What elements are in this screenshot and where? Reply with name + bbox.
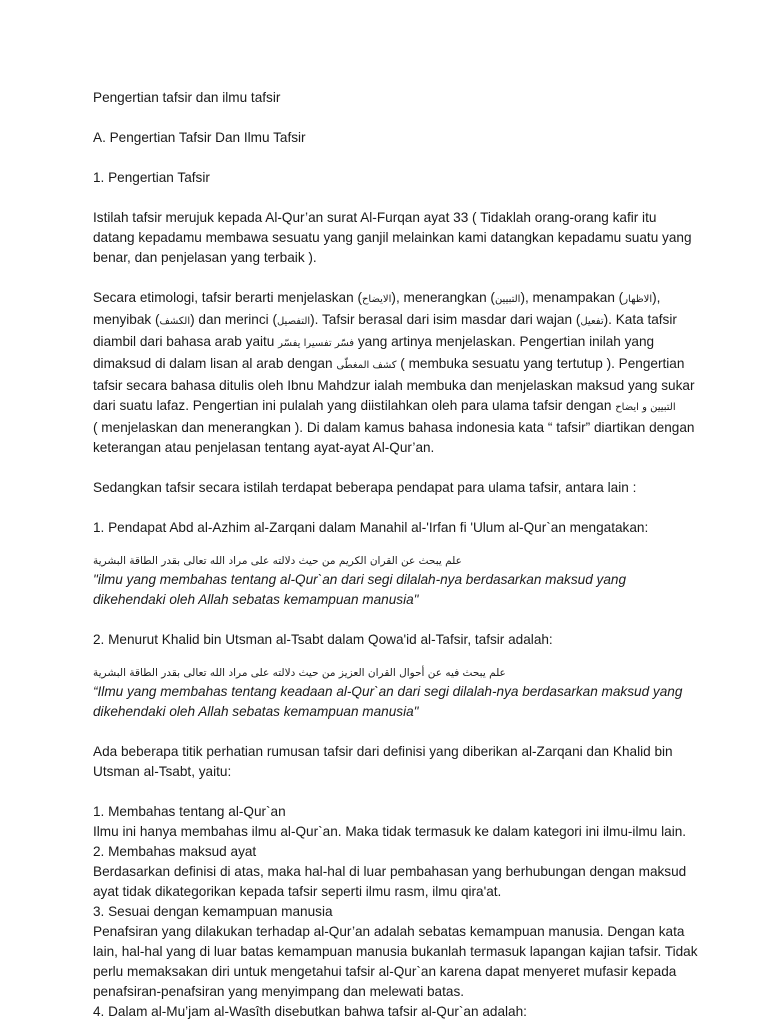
arabic-term: كشف المغطّى: [336, 360, 397, 371]
point-1-translation: [93, 570, 708, 610]
point-1-heading: 1. Pendapat Abd al-Azhim al-Zarqani dalam Manahil al-'Irfan fi 'Ulum al-Qur`an mengatakan:: [93, 520, 649, 535]
arabic-term: الكشف: [159, 316, 191, 327]
text-span: ( membuka sesuatu yang tertutup ). Pengertian: [396, 356, 685, 371]
points-list: [93, 802, 708, 1022]
text-line: datang kepadamu membawa sesuatu yang ganjil melainkan kami datangkan kepadamu suatu yang: [93, 230, 692, 245]
text-span: ) dan merinci (: [190, 312, 277, 327]
text-line: keterangan atau penjelasan tentang ayat-ayat Al-Qur’an.: [93, 440, 435, 455]
text-line: benar, dan penjelasan yang terbaik ).: [93, 250, 317, 265]
text-line: "ilmu yang membahas tentang al-Qur`an dari segi dilalah-nya berdasarkan maksud yang: [93, 572, 627, 587]
list-item: lain, hal-hal yang di luar batas kemampuan manusia bukanlah termasuk lapangan kajian tafsir. Tidak: [93, 944, 698, 959]
list-item: 4. Dalam al-Mu’jam al-Wasîth disebutkan bahwa tafsir al-Qur`an adalah:: [93, 1004, 527, 1019]
text-line: [93, 288, 708, 310]
point-2-translation: [93, 682, 708, 722]
text-span: diambil dari bahasa arab yaitu: [93, 334, 279, 349]
list-item: Berdasarkan definisi di atas, maka hal-hal di luar pembahasan yang berhubungan dengan maksud: [93, 864, 687, 879]
text-span: ). Tafsir berasal dari isim masdar dari wajan (: [310, 312, 581, 327]
arabic-term: الايضاح: [361, 294, 392, 305]
point-1-arabic-quote: علم يبحث عن القران الكريم من حيث دلالته على مراد الله تعالى بقدر الطاقة البشرية: [93, 555, 462, 567]
list-item: 2. Membahas maksud ayat: [93, 844, 257, 859]
text-span: ),: [652, 290, 661, 305]
text-line: tafsir secara bahasa ditulis oleh Ibnu Mahdzur ialah membuka dan menjelaskan maksud yang sukar: [93, 378, 695, 393]
text-span: ), menampakan (: [520, 290, 624, 305]
text-span: ). Kata tafsir: [603, 312, 677, 327]
text-span: Secara etimologi, tafsir berarti menjelaskan (: [93, 290, 362, 305]
text-line: dikehendaki oleh Allah sebatas kemampuan manusia": [93, 704, 419, 719]
text-line: [93, 310, 708, 332]
section-heading-1: 1. Pengertian Tafsir: [93, 170, 210, 185]
text-line: Istilah tafsir merujuk kepada Al-Qur’an surat Al-Furqan ayat 33 ( Tidaklah orang-orang kafir itu: [93, 210, 657, 225]
paragraph-etymology: [93, 288, 708, 458]
section-heading-a: A. Pengertian Tafsir Dan Ilmu Tafsir: [93, 130, 306, 145]
text-span: dari suatu lafaz. Pengertian ini pulalah yang diistilahkan oleh para ulama tafsir dengan: [93, 398, 616, 413]
text-span: ), menerangkan (: [391, 290, 495, 305]
text-line: Utsman al-Tsabt, yaitu:: [93, 764, 232, 779]
text-span: menyibak (: [93, 312, 160, 327]
text-line: dikehendaki oleh Allah sebatas kemampuan manusia": [93, 592, 419, 607]
point-2-arabic-quote: علم يبحث فيه عن أحوال القران العزيز من حيث دلالته على مراد الله تعالى بقدر الطاقة البشرية: [93, 667, 506, 679]
text-line: “Ilmu yang membahas tentang keadaan al-Qur`an dari segi dilalah-nya berdasarkan maksud yang: [93, 684, 683, 699]
text-line: [93, 354, 708, 376]
arabic-term: التبيين و ايضاح: [615, 402, 676, 413]
list-item: 1. Membahas tentang al-Qur`an: [93, 804, 286, 819]
text-line: ( menjelaskan dan menerangkan ). Di dalam kamus bahasa indonesia kata “ tafsir” diartikan dengan: [93, 420, 695, 435]
list-item: ayat tidak dikategorikan kepada tafsir seperti ilmu rasm, ilmu qira'at.: [93, 884, 502, 899]
list-item: Penafsiran yang dilakukan terhadap al-Qur’an adalah sebatas kemampuan manusia. Dengan kata: [93, 924, 685, 939]
text-span: dimaksud di dalam lisan al arab dengan: [93, 356, 337, 371]
arabic-term: التفصيل: [276, 316, 311, 327]
list-item: penafsiran-penafsiran yang menyimpang dan melewati batas.: [93, 984, 465, 999]
text-line: [93, 396, 708, 418]
list-item: 3. Sesuai dengan kemampuan manusia: [93, 904, 333, 919]
arabic-term: الاظهار: [623, 294, 653, 305]
list-item: Ilmu ini hanya membahas ilmu al-Qur`an. Maka tidak termasuk ke dalam kategori ini ilmu-ilmu lain.: [93, 824, 687, 839]
list-item: perlu memaksakan diri untuk mengetahui tafsir al-Qur`an karena dapat menyeret mufasir kepada: [93, 964, 677, 979]
arabic-term: فسّر تفسيرا يفسّر: [278, 338, 355, 349]
paragraph-points-intro: [93, 742, 708, 782]
text-line: [93, 332, 708, 354]
point-2-heading: 2. Menurut Khalid bin Utsman al-Tsabt dalam Qowa'id al-Tafsir, tafsir adalah:: [93, 632, 553, 647]
arabic-term: تفعيل: [580, 316, 604, 327]
arabic-term: التبيين: [494, 294, 521, 305]
paragraph-terminology: Sedangkan tafsir secara istilah terdapat beberapa pendapat para ulama tafsir, antara lain :: [93, 480, 637, 495]
paragraph-definition-quran: [93, 208, 708, 268]
document-title: Pengertian tafsir dan ilmu tafsir: [93, 90, 281, 105]
text-line: Ada beberapa titik perhatian rumusan tafsir dari definisi yang diberikan al-Zarqani dan Khalid bin: [93, 744, 673, 759]
text-span: yang artinya menjelaskan. Pengertian inilah yang: [354, 334, 655, 349]
